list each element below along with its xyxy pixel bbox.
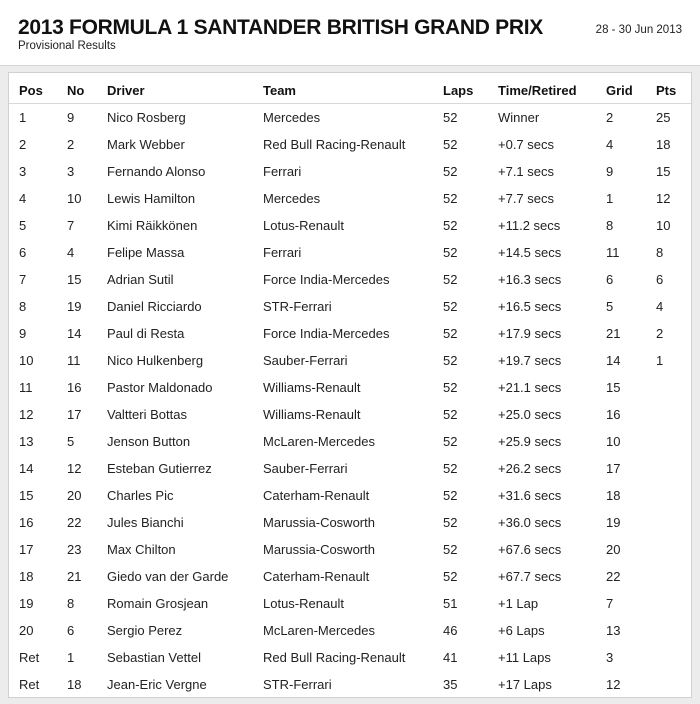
cell-time-retired: +0.7 secs: [498, 137, 555, 152]
cell-no: 5: [67, 434, 75, 449]
cell-no: 18: [67, 677, 82, 692]
cell-time-retired: +25.0 secs: [498, 407, 562, 422]
cell-team: Lotus-Renault: [263, 596, 344, 611]
table-row: [9, 158, 691, 185]
cell-grid: 14: [606, 353, 621, 368]
page-subtitle: Provisional Results: [18, 40, 116, 52]
cell-team: STR-Ferrari: [263, 677, 332, 692]
cell-driver: Fernando Alonso: [107, 164, 206, 179]
table-row: [9, 374, 691, 401]
cell-no: 19: [67, 299, 82, 314]
cell-team: Sauber-Ferrari: [263, 461, 348, 476]
cell-no: 21: [67, 569, 82, 584]
cell-laps: 52: [443, 353, 458, 368]
cell-pts: [656, 536, 691, 563]
cell-grid: 17: [606, 461, 621, 476]
cell-pts: [656, 617, 691, 644]
cell-no: 8: [67, 596, 75, 611]
cell-grid: 3: [606, 650, 614, 665]
cell-grid: 21: [606, 326, 621, 341]
cell-driver: Daniel Ricciardo: [107, 299, 202, 314]
cell-no: 14: [67, 326, 82, 341]
cell-team: Caterham-Renault: [263, 569, 370, 584]
table-row: [9, 455, 691, 482]
cell-laps: 52: [443, 326, 458, 341]
cell-team: Caterham-Renault: [263, 488, 370, 503]
cell-no: 3: [67, 164, 75, 179]
cell-team: Red Bull Racing-Renault: [263, 650, 406, 665]
cell-grid: 20: [606, 542, 621, 557]
cell-grid: 4: [606, 137, 614, 152]
cell-driver: Jules Bianchi: [107, 515, 184, 530]
cell-pts: 8: [656, 245, 664, 260]
cell-grid: 18: [606, 488, 621, 503]
cell-team: Ferrari: [263, 164, 302, 179]
results-table: [9, 77, 691, 698]
cell-driver: Lewis Hamilton: [107, 191, 196, 206]
cell-pts: [656, 671, 691, 698]
cell-pts: [656, 428, 691, 455]
cell-no: 7: [67, 218, 75, 233]
table-row: [9, 671, 691, 698]
cell-pos: 7: [19, 272, 27, 287]
cell-laps: 52: [443, 542, 458, 557]
cell-team: Marussia-Cosworth: [263, 515, 375, 530]
table-row: [9, 266, 691, 293]
cell-laps: 41: [443, 650, 458, 665]
cell-team: McLaren-Mercedes: [263, 434, 375, 449]
cell-no: 9: [67, 110, 75, 125]
cell-laps: 52: [443, 110, 458, 125]
cell-time-retired: +11 Laps: [498, 650, 551, 665]
cell-pos: 18: [19, 569, 34, 584]
cell-time-retired: +7.7 secs: [498, 191, 555, 206]
cell-pos: 1: [19, 110, 27, 125]
cell-driver: Pastor Maldonado: [107, 380, 213, 395]
cell-team: Force India-Mercedes: [263, 326, 390, 341]
cell-time-retired: +25.9 secs: [498, 434, 562, 449]
column-header-driver: Driver: [107, 82, 145, 98]
cell-pts: [656, 644, 691, 671]
table-row: [9, 563, 691, 590]
cell-no: 4: [67, 245, 75, 260]
page-header: [0, 0, 700, 66]
cell-team: Sauber-Ferrari: [263, 353, 348, 368]
table-header-row: [9, 77, 691, 104]
table-row: [9, 617, 691, 644]
cell-pos: 11: [19, 380, 33, 395]
cell-pos: 15: [19, 488, 34, 503]
cell-time-retired: +67.6 secs: [498, 542, 562, 557]
table-row: [9, 590, 691, 617]
cell-driver: Mark Webber: [107, 137, 185, 152]
cell-grid: 12: [606, 677, 621, 692]
cell-team: Mercedes: [263, 110, 321, 125]
cell-no: 12: [67, 461, 82, 476]
cell-driver: Paul di Resta: [107, 326, 185, 341]
cell-pts: [656, 590, 691, 617]
cell-no: 2: [67, 137, 75, 152]
cell-grid: 6: [606, 272, 614, 287]
cell-no: 22: [67, 515, 82, 530]
cell-laps: 52: [443, 515, 458, 530]
cell-driver: Jenson Button: [107, 434, 191, 449]
cell-time-retired: +17.9 secs: [498, 326, 562, 341]
table-row: [9, 293, 691, 320]
cell-no: 23: [67, 542, 82, 557]
cell-pos: 2: [19, 137, 27, 152]
cell-pts: 18: [656, 137, 671, 152]
cell-grid: 5: [606, 299, 614, 314]
cell-laps: 51: [443, 596, 458, 611]
cell-driver: Charles Pic: [107, 488, 174, 503]
cell-pos: 12: [19, 407, 34, 422]
cell-time-retired: Winner: [498, 110, 540, 125]
table-row: [9, 239, 691, 266]
cell-pts: 2: [656, 326, 664, 341]
cell-team: Red Bull Racing-Renault: [263, 137, 406, 152]
column-header-no: No: [67, 82, 85, 98]
cell-time-retired: +17 Laps: [498, 677, 552, 692]
cell-driver: Valtteri Bottas: [107, 407, 187, 422]
cell-grid: 16: [606, 407, 621, 422]
cell-pos: 14: [19, 461, 34, 476]
cell-pts: 25: [656, 110, 671, 125]
cell-grid: 9: [606, 164, 614, 179]
results-panel: [8, 72, 692, 698]
cell-laps: 52: [443, 164, 458, 179]
cell-time-retired: +16.3 secs: [498, 272, 562, 287]
table-row: [9, 482, 691, 509]
cell-pts: 12: [656, 191, 671, 206]
cell-team: McLaren-Mercedes: [263, 623, 375, 638]
event-date: 28 - 30 Jun 2013: [595, 24, 682, 36]
cell-time-retired: +67.7 secs: [498, 569, 562, 584]
cell-driver: Felipe Massa: [107, 245, 185, 260]
cell-pos: 9: [19, 326, 27, 341]
column-header-pos: Pos: [19, 82, 43, 98]
cell-team: Ferrari: [263, 245, 302, 260]
cell-driver: Jean-Eric Vergne: [107, 677, 207, 692]
table-row: [9, 320, 691, 347]
cell-driver: Giedo van der Garde: [107, 569, 229, 584]
page-title: 2013 FORMULA 1 SANTANDER BRITISH GRAND PRIX: [18, 16, 543, 39]
cell-time-retired: +11.2 secs: [498, 218, 561, 233]
cell-team: Williams-Renault: [263, 407, 361, 422]
table-row: [9, 212, 691, 239]
table-row: [9, 509, 691, 536]
cell-no: 17: [67, 407, 82, 422]
table-row: [9, 401, 691, 428]
cell-laps: 52: [443, 407, 458, 422]
cell-grid: 11: [606, 245, 620, 260]
cell-driver: Esteban Gutierrez: [107, 461, 212, 476]
column-header-team: Team: [263, 82, 296, 98]
cell-pts: 1: [656, 353, 664, 368]
cell-team: Force India-Mercedes: [263, 272, 390, 287]
cell-laps: 52: [443, 272, 458, 287]
cell-time-retired: +19.7 secs: [498, 353, 562, 368]
cell-pos: 8: [19, 299, 27, 314]
cell-driver: Sebastian Vettel: [107, 650, 201, 665]
cell-pos: 20: [19, 623, 34, 638]
cell-time-retired: +6 Laps: [498, 623, 545, 638]
cell-pts: 10: [656, 218, 671, 233]
cell-no: 1: [67, 650, 75, 665]
cell-driver: Sergio Perez: [107, 623, 183, 638]
cell-grid: 8: [606, 218, 614, 233]
table-row: [9, 347, 691, 374]
cell-no: 20: [67, 488, 82, 503]
cell-driver: Nico Rosberg: [107, 110, 186, 125]
table-row: [9, 185, 691, 212]
cell-pos: 10: [19, 353, 34, 368]
cell-laps: 52: [443, 191, 458, 206]
cell-laps: 46: [443, 623, 458, 638]
cell-grid: 13: [606, 623, 621, 638]
cell-no: 10: [67, 191, 82, 206]
cell-pts: [656, 455, 691, 482]
cell-laps: 52: [443, 218, 458, 233]
cell-laps: 52: [443, 461, 458, 476]
cell-grid: 19: [606, 515, 621, 530]
cell-laps: 52: [443, 434, 458, 449]
cell-time-retired: +36.0 secs: [498, 515, 562, 530]
cell-pts: 6: [656, 272, 664, 287]
cell-team: STR-Ferrari: [263, 299, 332, 314]
column-header-grid: Grid: [606, 82, 633, 98]
cell-pos: 13: [19, 434, 34, 449]
cell-driver: Romain Grosjean: [107, 596, 209, 611]
cell-team: Mercedes: [263, 191, 321, 206]
cell-time-retired: +21.1 secs: [498, 380, 562, 395]
cell-pts: [656, 482, 691, 509]
cell-no: 6: [67, 623, 75, 638]
cell-no: 16: [67, 380, 82, 395]
cell-grid: 7: [606, 596, 614, 611]
cell-laps: 52: [443, 299, 458, 314]
cell-pts: [656, 374, 691, 401]
cell-grid: 15: [606, 380, 621, 395]
cell-laps: 52: [443, 137, 458, 152]
column-header-pts: Pts: [656, 82, 677, 98]
cell-time-retired: +16.5 secs: [498, 299, 562, 314]
cell-no: 11: [67, 353, 81, 368]
cell-driver: Kimi Räikkönen: [107, 218, 198, 233]
cell-pos: 16: [19, 515, 34, 530]
cell-pos: 19: [19, 596, 34, 611]
cell-driver: Adrian Sutil: [107, 272, 174, 287]
cell-grid: 1: [606, 191, 614, 206]
cell-driver: Max Chilton: [107, 542, 176, 557]
cell-time-retired: +26.2 secs: [498, 461, 562, 476]
cell-pos: 3: [19, 164, 27, 179]
cell-team: Lotus-Renault: [263, 218, 344, 233]
cell-pos: Ret: [19, 650, 40, 665]
table-row: [9, 131, 691, 158]
cell-pts: 15: [656, 164, 671, 179]
cell-pos: 17: [19, 542, 34, 557]
cell-pos: 6: [19, 245, 27, 260]
cell-time-retired: +7.1 secs: [498, 164, 555, 179]
cell-laps: 52: [443, 380, 458, 395]
cell-pos: 4: [19, 191, 27, 206]
cell-grid: 2: [606, 110, 614, 125]
table-row: [9, 644, 691, 671]
table-row: [9, 104, 691, 132]
column-header-time-retired: Time/Retired: [498, 82, 577, 98]
cell-pts: [656, 563, 691, 590]
cell-team: Williams-Renault: [263, 380, 361, 395]
cell-pts: [656, 401, 691, 428]
table-row: [9, 536, 691, 563]
cell-pts: [656, 509, 691, 536]
cell-laps: 35: [443, 677, 458, 692]
cell-driver: Nico Hulkenberg: [107, 353, 204, 368]
cell-grid: 22: [606, 569, 621, 584]
cell-laps: 52: [443, 569, 458, 584]
column-header-laps: Laps: [443, 82, 474, 98]
cell-no: 15: [67, 272, 82, 287]
cell-laps: 52: [443, 245, 458, 260]
cell-time-retired: +31.6 secs: [498, 488, 562, 503]
results-body: [9, 104, 691, 699]
cell-grid: 10: [606, 434, 621, 449]
cell-time-retired: +1 Lap: [498, 596, 539, 611]
cell-pts: 4: [656, 299, 664, 314]
cell-laps: 52: [443, 488, 458, 503]
cell-time-retired: +14.5 secs: [498, 245, 562, 260]
table-row: [9, 428, 691, 455]
cell-team: Marussia-Cosworth: [263, 542, 375, 557]
cell-pos: 5: [19, 218, 27, 233]
cell-pos: Ret: [19, 677, 40, 692]
